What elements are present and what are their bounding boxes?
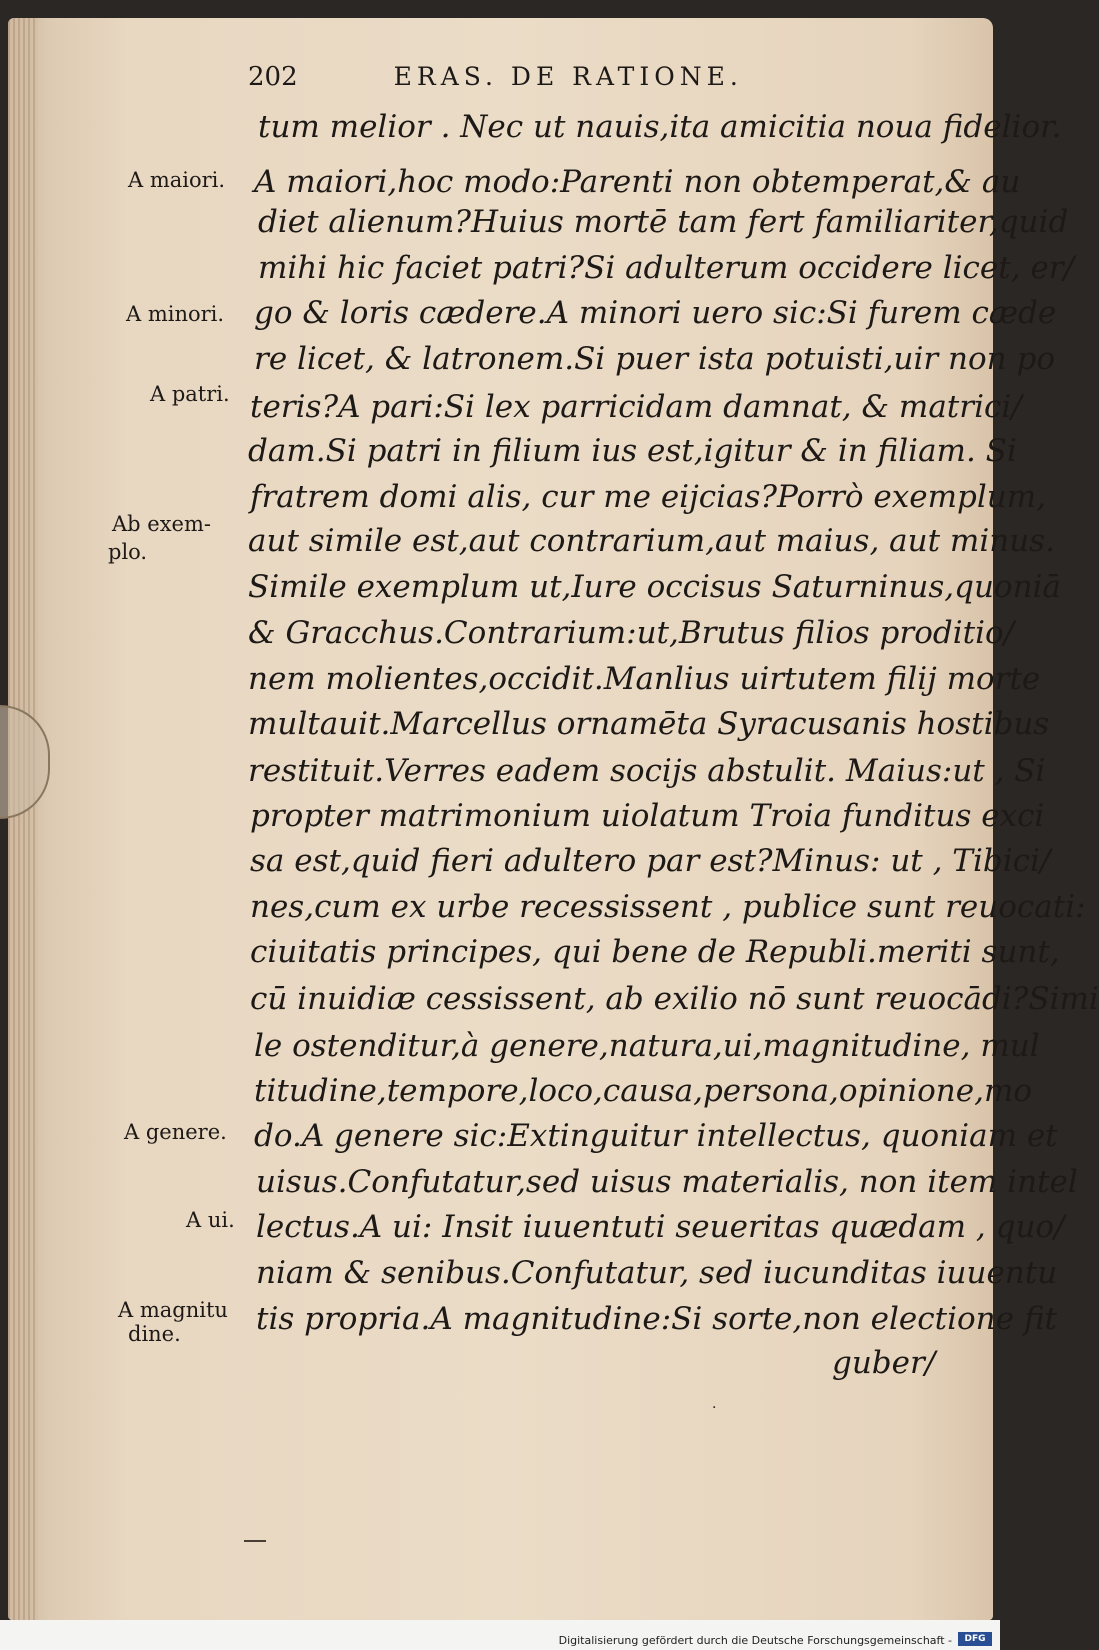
marginal-note-a-magnitudine-cont: dine. — [128, 1322, 181, 1346]
text-line: Simile exemplum ut,Iure occisus Saturninus,quoniā — [248, 569, 1061, 605]
text-line: & Gracchus.Contrarium:ut,Brutus filios proditio/ — [248, 615, 1015, 651]
marginal-note-ab-exemplo-cont: plo. — [108, 540, 148, 564]
page-number: 202 — [248, 62, 298, 92]
marginal-note-ab-exemplo: Ab exem- — [112, 512, 211, 536]
text-line: tis propria.A magnitudine:Si sorte,non electione fit — [256, 1301, 1057, 1337]
text-line: A maiori,hoc modo:Parenti non obtemperat,& au — [254, 164, 1021, 200]
running-head — [248, 62, 743, 92]
text-line: restituit.Verres eadem socijs abstulit. Maius:ut , Si — [248, 753, 1046, 789]
marginal-note-a-minori: A minori. — [126, 302, 225, 326]
text-line: go & loris cædere.A minori uero sic:Si furem cæde — [254, 295, 1057, 331]
page-edges — [8, 18, 38, 1620]
footer-credit: Digitalisierung gefördert durch die Deutsche Forschungsgemeinschaft - — [558, 1634, 952, 1647]
ink-dash — [244, 1540, 266, 1542]
running-title: ERAS. DE RATIONE. — [393, 62, 743, 91]
text-line: le ostenditur,à genere,natura,ui,magnitudine, mul — [254, 1028, 1040, 1064]
text-line: teris?A pari:Si lex parricidam damnat, & matrici/ — [250, 389, 1022, 425]
text-line: re licet, & latronem.Si puer ista potuisti,uir non po — [254, 341, 1056, 377]
text-line: lectus.A ui: Insit iuuentuti seueritas quædam , quo/ — [256, 1209, 1065, 1245]
dfg-logo: DFG — [958, 1632, 992, 1646]
marginal-note-a-ui: A ui. — [186, 1208, 235, 1232]
text-line: aut simile est,aut contrarium,aut maius, aut minus. — [248, 523, 1055, 559]
text-line: do.A genere sic:Extinguitur intellectus, quoniam et — [254, 1118, 1058, 1154]
text-line: tum melior . Nec ut nauis,ita amicitia noua fidelior. — [258, 109, 1062, 145]
text-line: uisus.Confutatur,sed uisus materialis, non item intel — [256, 1164, 1078, 1200]
marginal-note-a-maiori: A maiori. — [128, 168, 226, 192]
marginal-note-a-genere: A genere. — [124, 1120, 227, 1144]
marginal-note-a-magnitudine: A magnitu — [118, 1298, 228, 1322]
text-line: ciuitatis principes, qui bene de Republi.meriti sunt, — [250, 934, 1060, 970]
text-line: dam.Si patri in filium ius est,igitur & in filiam. Si — [248, 433, 1017, 469]
text-line: multauit.Marcellus ornamēta Syracusanis hostibus — [248, 706, 1050, 742]
text-line: titudine,tempore,loco,causa,persona,opinione,mo — [254, 1073, 1033, 1109]
marginal-note-a-patri: A patri. — [150, 382, 230, 406]
text-line: fratrem domi alis, cur me eijcias?Porrò exemplum, — [250, 479, 1046, 515]
text-line: propter matrimonium uiolatum Troia funditus exci — [250, 798, 1045, 834]
ink-speck: · — [712, 1400, 717, 1416]
text-line: mihi hic faciet patri?Si adulterum occidere licet, er/ — [258, 250, 1075, 286]
text-line: diet alienum?Huius mortē tam fert familiariter,quid — [258, 204, 1069, 240]
text-line: sa est,quid fieri adultero par est?Minus: ut , Tibici/ — [250, 843, 1051, 879]
text-line: nem molientes,occidit.Manlius uirtutem filij morte — [248, 661, 1041, 697]
text-line: nes,cum ex urbe recessissent , publice sunt reuocati: — [250, 889, 1086, 925]
catchword: guber/ — [832, 1345, 936, 1381]
text-line: cū inuidiæ cessissent, ab exilio nō sunt reuocādi?Simi — [250, 981, 1099, 1017]
text-line: niam & senibus.Confutatur, sed iucunditas iuuentu — [256, 1255, 1058, 1291]
